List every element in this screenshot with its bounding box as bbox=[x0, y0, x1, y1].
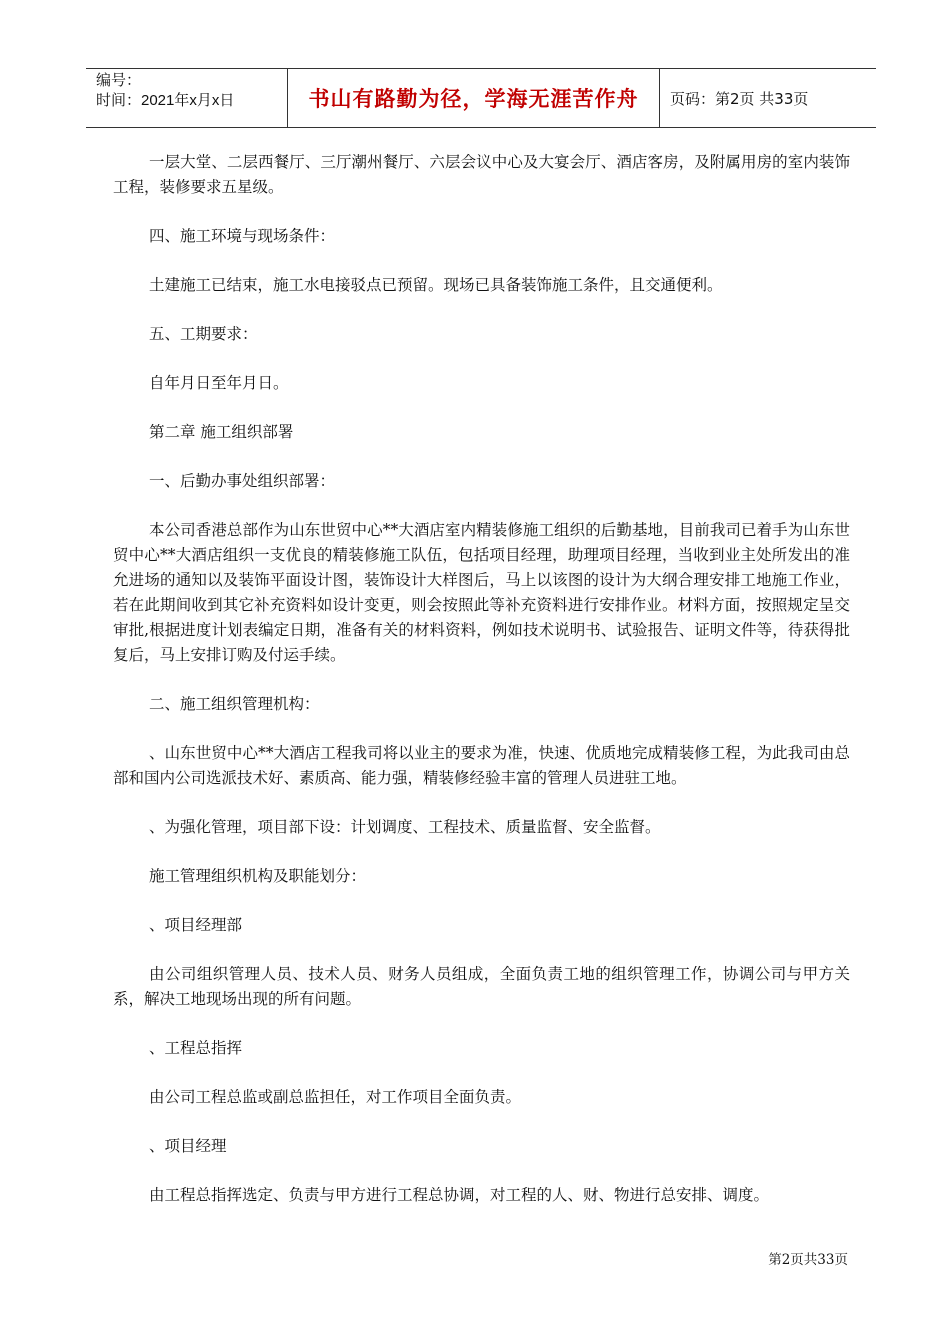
paragraph: 本公司香港总部作为山东世贸中心**大酒店室内精装修施工组织的后勤基地，目前我司已着手为山东世贸中心**大酒店组织一支优良的精装修施工队伍，包括项目经理，助理项目经理，当收到业主处所发出的准允进场的通知以及装饰平面设计图，装饰设计大样图后，马上以该图的设计为大纲合理安排工地施工作业，若在此期间收到其它补充资料如设计变更，则会按照此等补充资料进行安排作业。材料方面，按照规定呈交审批,根据进度计划表编定日期，准备有关的材料资料，例如技术说明书、试验报告、证明文件等，待获得批复后，马上安排订购及付运手续。 bbox=[113, 521, 850, 664]
subsection-heading: 、项目经理部 bbox=[149, 916, 243, 934]
paragraph: 由公司组织管理人员、技术人员、财务人员组成，全面负责工地的组织管理工作，协调公司与甲方关系，解决工地现场出现的所有问题。 bbox=[113, 965, 850, 1008]
paragraph: 由工程总指挥选定、负责与甲方进行工程总协调，对工程的人、财、物进行总安排、调度。 bbox=[149, 1186, 770, 1204]
chapter-heading: 第二章 施工组织部署 bbox=[149, 423, 294, 441]
header-motto: 书山有路勤为径，学海无涯苦作舟 bbox=[288, 69, 660, 127]
paragraph: 由公司工程总监或副总监担任，对工作项目全面负责。 bbox=[149, 1088, 522, 1106]
paragraph: 、为强化管理，项目部下设：计划调度、工程技术、质量监督、安全监督。 bbox=[149, 818, 661, 836]
subsection-heading: 、工程总指挥 bbox=[149, 1039, 243, 1057]
header-meta bbox=[86, 69, 288, 127]
section-heading: 五、工期要求： bbox=[149, 325, 258, 343]
document-body bbox=[113, 150, 850, 1232]
paragraph: 施工管理组织机构及职能划分： bbox=[149, 867, 367, 885]
paragraph: 一层大堂、二层西餐厅、三厅潮州餐厅、六层会议中心及大宴会厅、酒店客房，及附属用房的室内装饰工程，装修要求五星级。 bbox=[113, 153, 850, 196]
section-heading: 一、后勤办事处组织部署： bbox=[149, 472, 336, 490]
header-page-info: 页码：第2页 共33页 bbox=[670, 89, 809, 108]
section-heading: 四、施工环境与现场条件： bbox=[149, 227, 336, 245]
document-number-label: 编号： bbox=[96, 72, 142, 89]
paragraph: 自年月日至年月日。 bbox=[149, 374, 289, 392]
page-header bbox=[86, 68, 876, 128]
document-date: 时间：2021年x月x日 bbox=[96, 92, 235, 109]
subsection-heading: 、项目经理 bbox=[149, 1137, 227, 1155]
section-heading: 二、施工组织管理机构： bbox=[149, 695, 320, 713]
paragraph: 土建施工已结束，施工水电接驳点已预留。现场已具备装饰施工条件，且交通便利。 bbox=[149, 276, 723, 294]
paragraph: 、山东世贸中心**大酒店工程我司将以业主的要求为准，快速、优质地完成精装修工程，为此我司由总部和国内公司选派技术好、素质高、能力强，精装修经验丰富的管理人员进驻工地。 bbox=[113, 744, 850, 787]
page-footer: 第2页共33页 bbox=[768, 1252, 848, 1268]
